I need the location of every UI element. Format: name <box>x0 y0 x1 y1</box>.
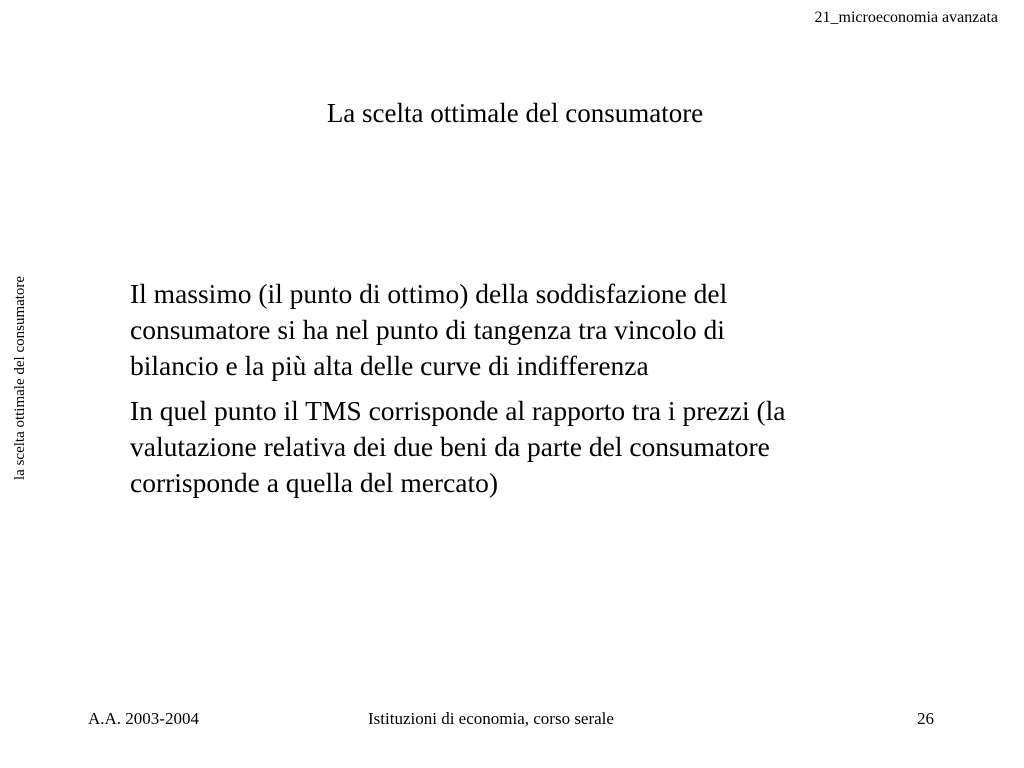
footer-academic-year: A.A. 2003-2004 <box>88 709 199 728</box>
paragraph-optimum <box>130 276 990 384</box>
footer-course-name: Istituzioni di economia, corso serale <box>368 709 614 728</box>
text-line: valutazione relativa dei due beni da parte del consumatore <box>130 431 770 462</box>
slide-title: La scelta ottimale del consumatore <box>326 98 704 128</box>
footer-page-number: 26 <box>917 709 934 728</box>
text-line: consumatore si ha nel punto di tangenza tra vincolo di <box>130 314 725 345</box>
text-line: bilancio e la più alta delle curve di indifferenza <box>130 350 649 381</box>
text-line: In quel punto il TMS corrisponde al rapporto tra i prezzi (la <box>130 395 786 426</box>
side-section-label: la scelta ottimale del consumatore <box>12 275 28 480</box>
text-line: corrisponde a quella del mercato) <box>130 467 499 498</box>
paragraph-tms <box>130 393 990 501</box>
text-line: Il massimo (il punto di ottimo) della soddisfazione del <box>130 278 728 309</box>
course-file-label: 21_microeconomia avanzata <box>814 9 998 26</box>
slide-body <box>130 276 990 510</box>
